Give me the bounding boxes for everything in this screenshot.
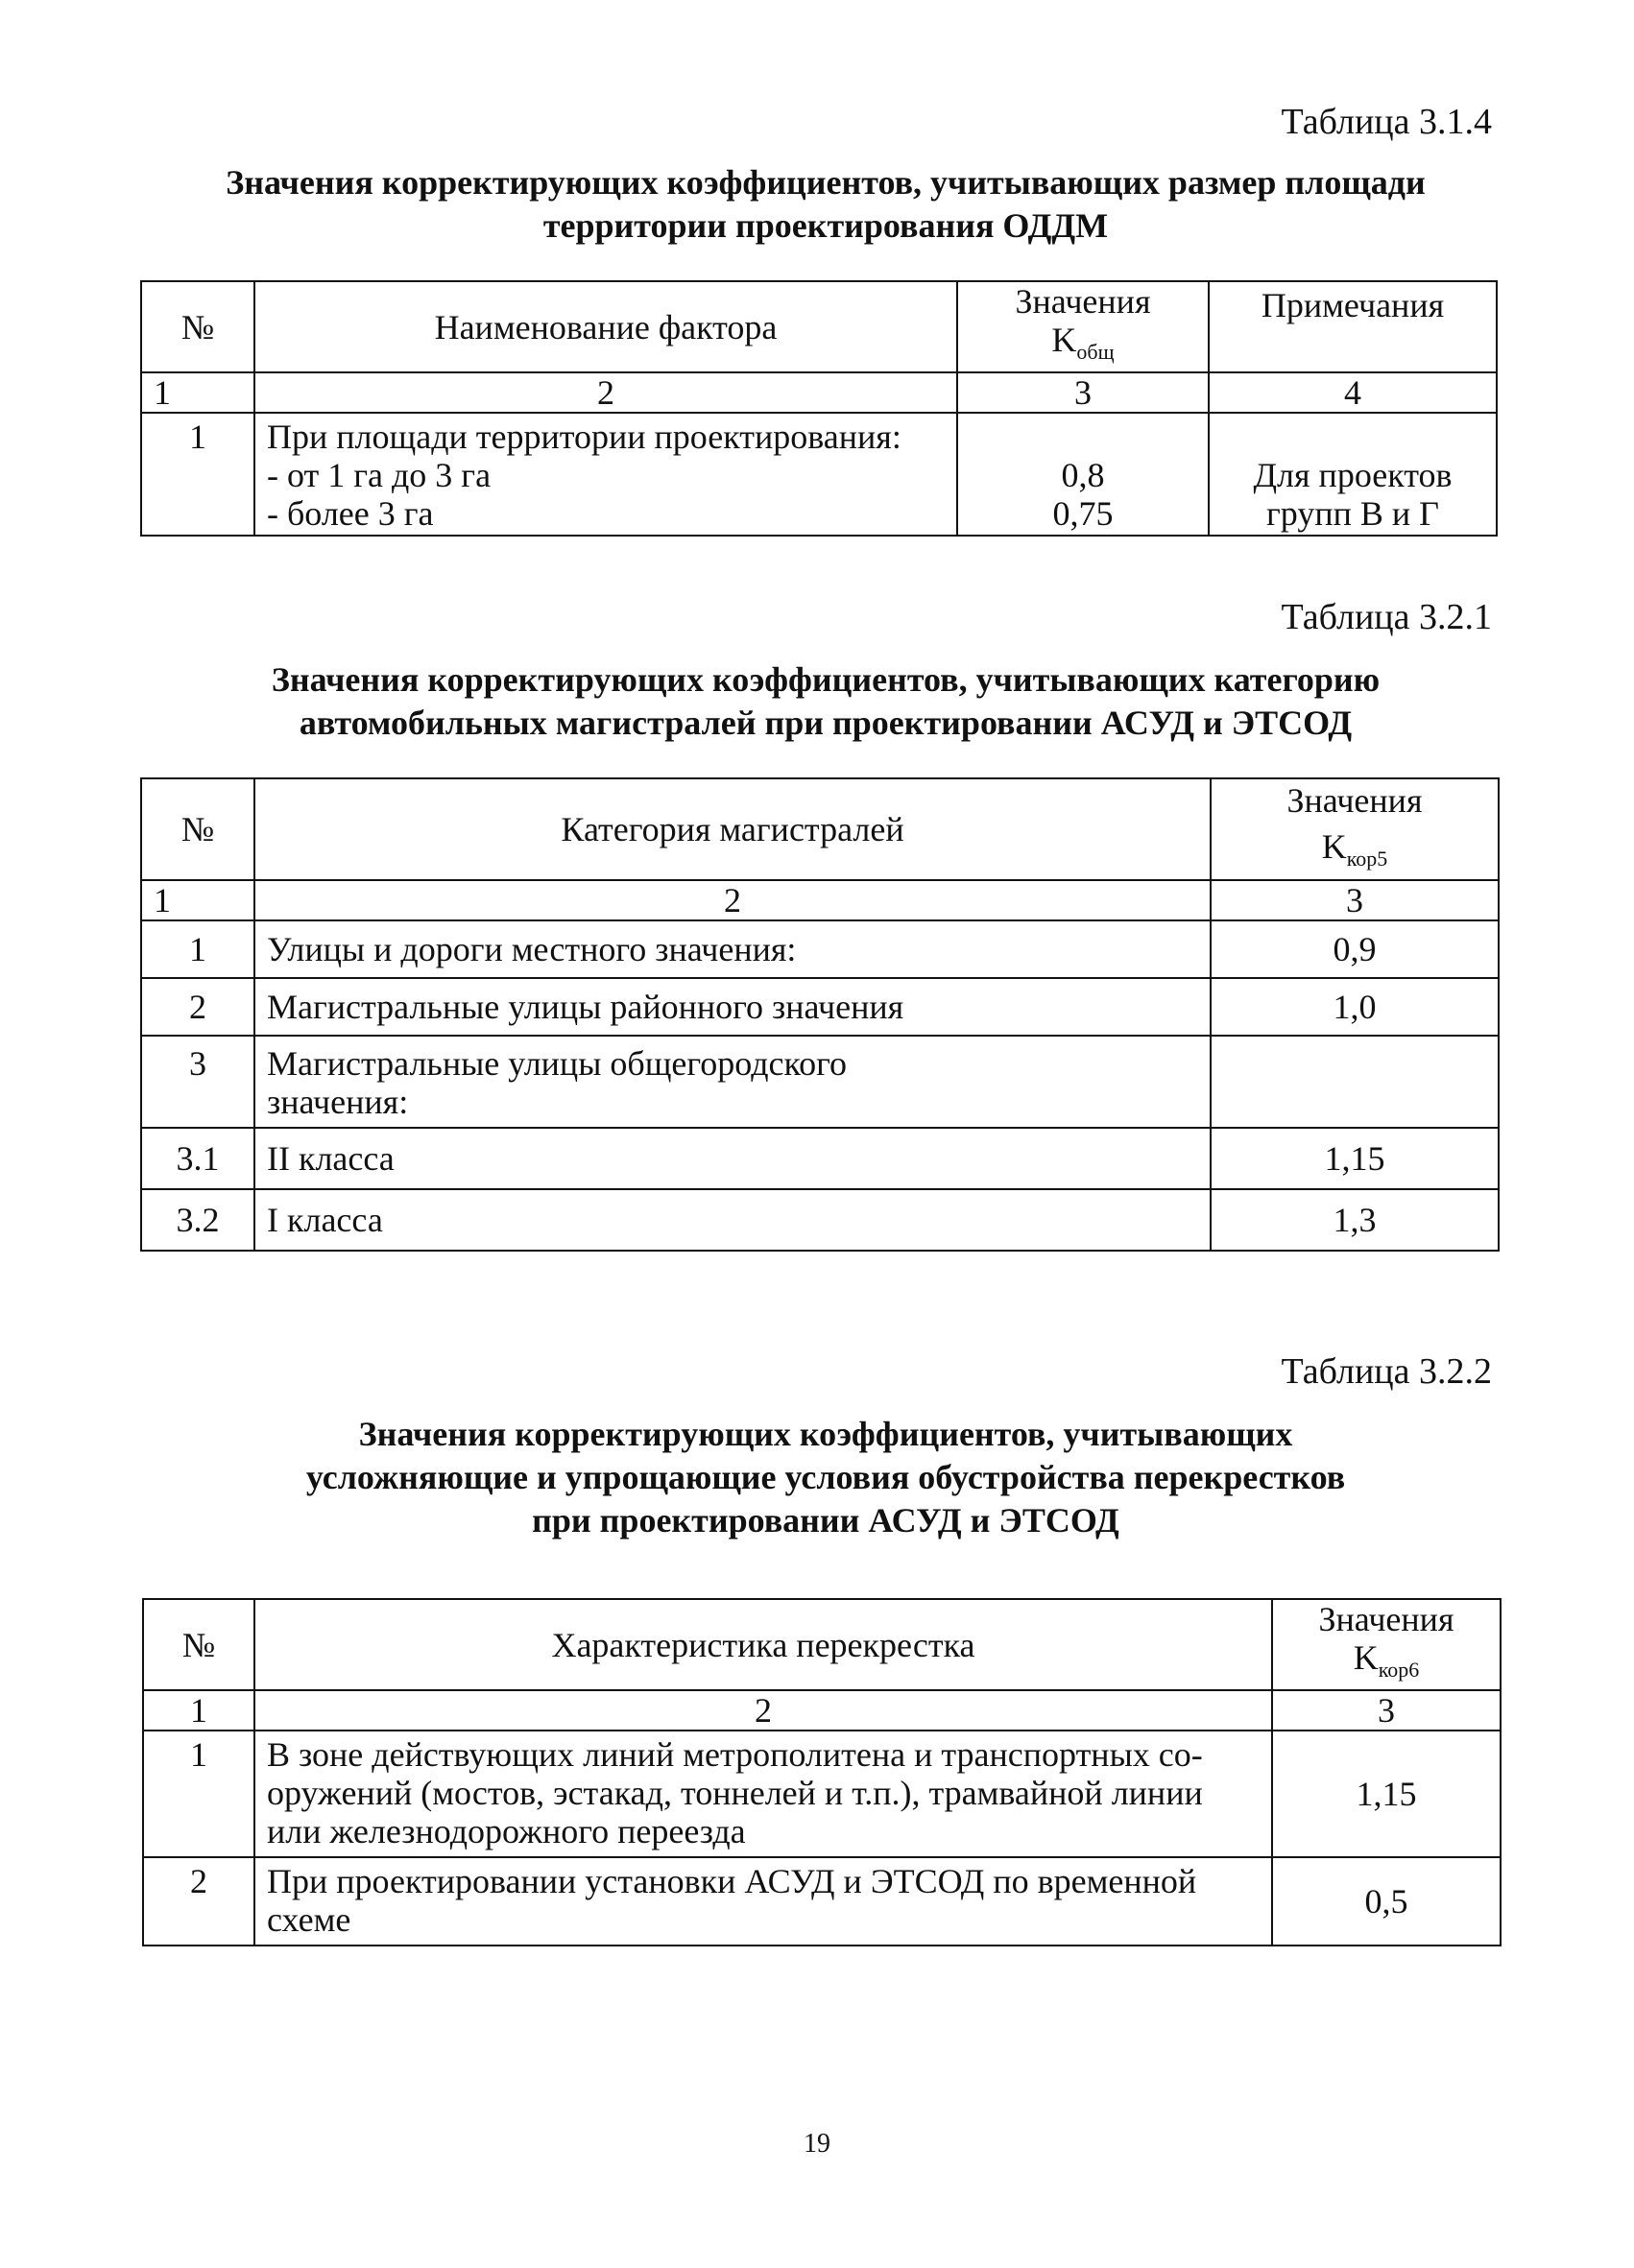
table-title-3-1-4 — [144, 161, 1507, 248]
column-number-row — [141, 372, 1497, 413]
header-values — [957, 281, 1209, 372]
value: 0,75 — [1052, 494, 1114, 533]
col-number: 2 — [254, 1690, 1272, 1731]
value: 0,8 — [1061, 456, 1105, 494]
row-number: 1 — [141, 920, 254, 978]
row-number: 2 — [143, 1857, 254, 1946]
coef-subscript: кор5 — [1346, 846, 1388, 871]
table-label-3-2-2: Таблица 3.2.2 — [1281, 1351, 1492, 1392]
table-row — [141, 978, 1499, 1036]
factor-values — [957, 413, 1209, 536]
col-number: 1 — [143, 1690, 254, 1731]
header-factor-name: Наименование фактора — [254, 281, 957, 372]
title-line: усложняющие и упрощающие условия обустройства перекрестков — [305, 1458, 1346, 1496]
table-row — [143, 1731, 1501, 1857]
title-line: Значения корректирующих коэффициентов, учитывающих размер площади — [226, 163, 1426, 202]
header-num: № — [141, 778, 254, 880]
table-3-1-4 — [140, 280, 1498, 537]
factor-note — [1209, 413, 1497, 536]
header-row — [143, 1599, 1501, 1690]
col-number: 3 — [1272, 1690, 1501, 1731]
col-number: 2 — [254, 372, 957, 413]
table-3-2-1 — [140, 777, 1500, 1252]
note-line: Для проектов — [1253, 456, 1453, 494]
factor-line: - от 1 га до 3 га — [267, 456, 492, 494]
row-number: 3.2 — [141, 1189, 254, 1251]
characteristic-line: оружений (мостов, эстакад, тоннелей и т.п.), трамвайной линии — [267, 1774, 1203, 1812]
title-line: при проектировании АСУД и ЭТСОД — [532, 1501, 1119, 1540]
row-number: 3 — [141, 1036, 254, 1128]
column-number-row — [143, 1690, 1501, 1731]
coef-subscript: общ — [1076, 340, 1115, 364]
header-characteristic: Характеристика перекрестка — [254, 1599, 1272, 1690]
characteristic-description — [254, 1731, 1272, 1857]
characteristic-description — [254, 1857, 1272, 1946]
category-name — [254, 1036, 1211, 1128]
factor-line: При площади территории проектирования: — [267, 418, 901, 456]
table-title-3-2-1 — [144, 658, 1507, 745]
table-3-2-2 — [142, 1598, 1502, 1946]
page-number: 19 — [804, 2129, 830, 2159]
col-number: 3 — [1211, 880, 1499, 920]
row-value: 0,5 — [1272, 1857, 1501, 1946]
category-name: II класса — [254, 1128, 1211, 1189]
category-name: Магистральные улицы районного значения — [254, 978, 1211, 1036]
characteristic-line: или железнодорожного переезда — [267, 1812, 746, 1850]
row-value: 1,15 — [1211, 1128, 1499, 1189]
header-values-label: Значения — [1286, 780, 1423, 820]
factor-description — [254, 413, 957, 536]
col-number: 2 — [254, 880, 1211, 920]
characteristic-line: В зоне действующих линий метрополитена и транспортных со- — [267, 1735, 1203, 1774]
row-number: 1 — [141, 413, 254, 536]
row-value — [1211, 1036, 1499, 1128]
table-label-3-1-4: Таблица 3.1.4 — [1281, 102, 1492, 142]
column-number-row — [141, 880, 1499, 920]
table-row — [141, 1036, 1499, 1128]
header-values — [1211, 778, 1499, 880]
category-line: Магистральные улицы общегородского — [267, 1044, 848, 1083]
header-row — [141, 778, 1499, 880]
col-number: 4 — [1209, 372, 1497, 413]
table-row — [141, 920, 1499, 978]
col-number: 3 — [957, 372, 1209, 413]
row-number: 2 — [141, 978, 254, 1036]
col-number: 1 — [141, 880, 254, 920]
header-row — [141, 281, 1497, 372]
row-value: 0,9 — [1211, 920, 1499, 978]
row-number: 1 — [143, 1731, 254, 1857]
row-value: 1,0 — [1211, 978, 1499, 1036]
row-value: 1,15 — [1272, 1731, 1501, 1857]
title-line: Значения корректирующих коэффициентов, учитывающих категорию — [271, 660, 1381, 699]
category-name: I класса — [254, 1189, 1211, 1251]
header-values-label: Значения — [1318, 1600, 1454, 1638]
header-category: Категория магистралей — [254, 778, 1211, 880]
characteristic-line: При проектировании установки АСУД и ЭТСОД по временной — [267, 1862, 1197, 1900]
category-name: Улицы и дороги местного значения: — [254, 920, 1211, 978]
col-number: 1 — [141, 372, 254, 413]
coef-subscript: кор6 — [1378, 1658, 1420, 1682]
coef-symbol: K — [1321, 826, 1347, 866]
table-row — [141, 413, 1497, 536]
title-line: территории проектирования ОДДМ — [542, 206, 1109, 245]
coef-symbol: K — [1051, 321, 1077, 359]
table-row — [141, 1189, 1499, 1251]
title-line: автомобильных магистралей при проектировании АСУД и ЭТСОД — [299, 704, 1353, 742]
table-label-3-2-1: Таблица 3.2.1 — [1281, 597, 1492, 637]
header-num: № — [141, 281, 254, 372]
row-number: 3.1 — [141, 1128, 254, 1189]
header-values — [1272, 1599, 1501, 1690]
coef-symbol: K — [1353, 1638, 1379, 1677]
table-row — [141, 1128, 1499, 1189]
header-notes: Примечания — [1209, 281, 1497, 372]
table-row — [143, 1857, 1501, 1946]
note-line: групп В и Г — [1266, 494, 1439, 533]
header-num: № — [143, 1599, 254, 1690]
row-value: 1,3 — [1211, 1189, 1499, 1251]
header-values-label: Значения — [1015, 282, 1151, 321]
factor-line: - более 3 га — [267, 494, 434, 533]
title-line: Значения корректирующих коэффициентов, учитывающих — [358, 1415, 1293, 1453]
category-line: значения: — [267, 1083, 409, 1121]
table-title-3-2-2 — [144, 1413, 1507, 1542]
characteristic-line: схеме — [267, 1900, 351, 1939]
